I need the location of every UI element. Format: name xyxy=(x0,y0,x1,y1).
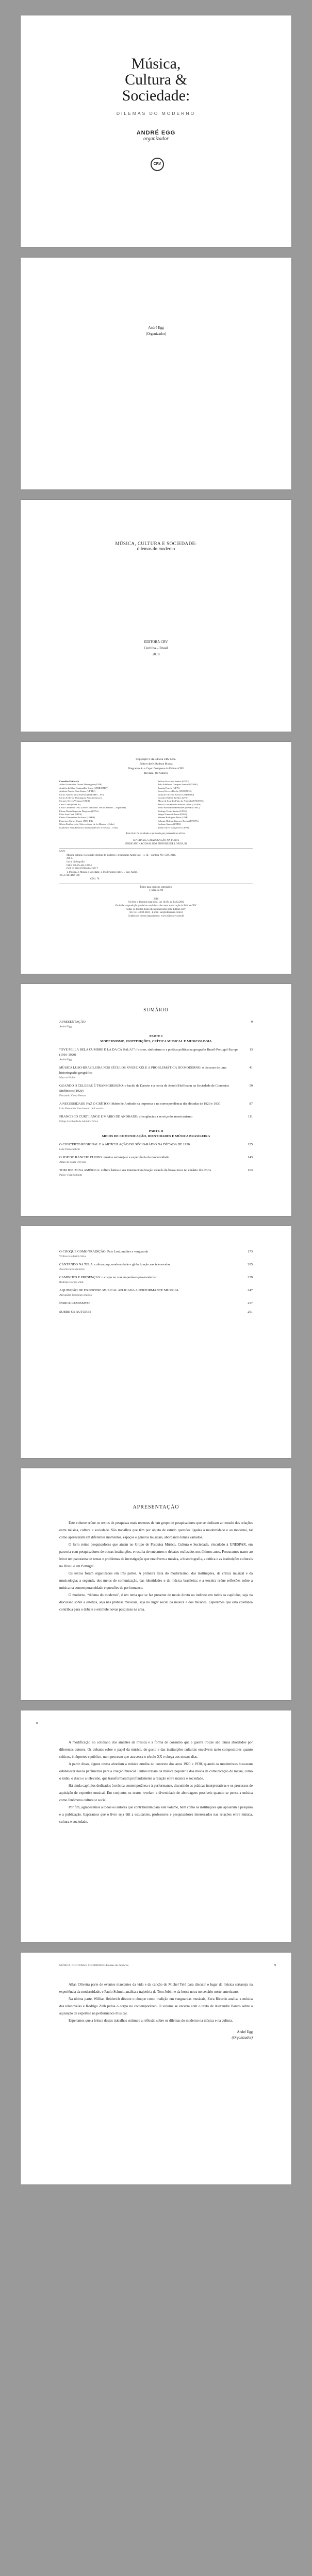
toc-entry[interactable]: O CONCERTO REGIONAL E A ARTICULAÇÃO DO SÓCIO-RÁDIO NA DÉCADA DE 1930 125 Luiz Paulo Sobral xyxy=(59,1143,253,1151)
council-right: Jailson Alves dos Santos (UFRJ) João Adalberto Campato Junior (UNESP) Josania Portela (UFPI) Leonel Severo Rocha (UNISINOS) Lídia de Oliveira Xavier (UNIEURO) Lourdes Helena da Silva (UFV) Maria de Lourdes Pinto de Almeida (UNOESC) Maria Lília Imbiriba Sousa Colares (UFOPA) Paulo Romualdo Hernandes (UNIFAL-MG) Rodrigo Pratte-Santos (UFES) Sérgio Nunes de Jesus (IFRO) Simone Rodrigues Pinto (UNB) Solange Helena Ximenes-Rocha (UFOPA) Sydione Santos (UEPG) Tadeu Oliver Gonçalves (UFPA) xyxy=(158,780,204,829)
paragraph: A modificação no cotidiano dos amantes da música e a forma de consumo que a guerra trouxe são temas abordados por diferentes autores. Os debates sobre o papel da música, do gosto e das instituições culturais envolvem tanto compositores quanto críticos, intérpretes e público, num processo que atravessa o século XX e chega aos nossos dias. xyxy=(59,1740,253,1759)
toc-content-cont xyxy=(59,1249,253,1318)
paragraph: A partir disso, alguns textos abordam a música erudita no contexto dos anos 1920 e 1930, quando os modernistas buscaram estabelecer novos parâmetros para a criação musical. Outros tratam da música popular e dos meios de comunicação de massa, como o rádio, o disco e a televisão, que transformaram profundamente a relação entre música e sociedade. xyxy=(59,1762,253,1781)
cover-page xyxy=(21,15,291,247)
part-1-heading: PARTE I MODERNISMO, INSTITUIÇÕES, CRÍTICA MUSICAL E MUSICOLOGIA xyxy=(100,1035,212,1043)
peer-review-note: Este livro foi avaliado e aprovado por pareceristas ad hoc. xyxy=(126,833,186,836)
toc-entry[interactable]: AQUISIÇÃO DE EXPERTISE MUSICAL APLICADA A PERFORMANCE MUSICAL 247 Alexandre Rodrigues Barros xyxy=(59,1289,253,1297)
paragraph: Na última parte, Willian Heiderich discute o choque como tradição em vanguardas musicais, Zeca Ricardo analisa a música das telenovelas e Rodrigo Zinh pensa o corpo no contemporâneo. O volume se encerra com o texto de Alexandre Barros sobre a aquisição de expertise na performance musical. xyxy=(59,1997,253,2015)
half-title-page xyxy=(21,258,291,489)
toc-entry-index[interactable]: ÍNDICE REMISSIVO 257 xyxy=(59,1301,253,1305)
title-page xyxy=(21,500,291,732)
paragraph: O moderno, “dilema do moderno”, é um tema que se faz presente de modo direto ou indireto em todos os capítulos, seja na discussão sobre a estética, seja nas práticas musicais, seja no lugar social da música e dos músicos. Esperamos que esta coletânea contribua para o debate e estimule novas pesquisas na área. xyxy=(59,1593,253,1612)
toc-entry[interactable]: “OYE PELLA BELA CUMBRE E LA DA CÁ SALA?”: lirismo, sinfonismo e a poética política na geografia Brasil-Portugal-Europa (1916-1920) 13 André Egg xyxy=(59,1048,253,1061)
toc-entry[interactable]: FRANCISCO CURT LANGE E MÁRIO DE ANDRADE: divergências a serviço do americanismo 111 Felipe Garibaldi de Almeida Silva xyxy=(59,1115,253,1123)
toc-heading: SUMÁRIO xyxy=(143,1007,169,1012)
presentation-page xyxy=(21,1468,291,1700)
closing-page xyxy=(21,1953,291,2184)
toc-entry[interactable]: CANTANDO NA TELA: cultura pop, modernidade e globalização nas telenovelas 205 Zeca Ricardo da Silva xyxy=(59,1263,253,1271)
toc-entry-intro[interactable]: APRESENTAÇÃO 9 André Egg xyxy=(59,1020,253,1028)
book-title: MÚSICA, CULTURA E SOCIEDADE: dilemas do moderno xyxy=(115,541,197,551)
paragraph: Este volume reúne os textos de pesquisas mais recentes de um grupo de pesquisadores que se dedicam ao estudo das relações entre música, cultura e sociedade. São trabalhos que têm por objeto de estudo questões ligadas à modernidade e ao moderno, tal como apareceram em diferentes momentos, espaços e gêneros musicais, abordando temas variados. xyxy=(59,1521,253,1539)
running-head: MÚSICA, CULTURA E SOCIEDADE: dilemas do moderno xyxy=(59,1964,129,1967)
crv-logo: CRV xyxy=(151,158,164,171)
toc-entry[interactable]: MÚSICA LUSO-BRASILEIRA NOS SÉCULOS XVIII E XIX E A PROBLEMÁTICA DO MODERNO: o discurso de uma historiografia geográfica 41 Marcos Holler xyxy=(59,1066,253,1079)
publisher-block: EDITORA CRV Curitiba – Brasil 2018 xyxy=(144,640,168,656)
toc-entry[interactable]: TOM JOBIM NA AMÉRICA: cultura latina e sua internacionalização através da bossa nova no cenário dos EUA 163 Paulo Vidal Schmitt xyxy=(59,1168,253,1177)
closing-content xyxy=(59,1981,253,2041)
toc-content xyxy=(59,1007,253,1181)
toc-entry[interactable]: A NECESSIDADE FAZ O CRÍTICO: Mário de Andrade na imprensa e na correspondência das décadas de 1920 e 1930 87 Luiz Fernando Nascimento de Lacerda xyxy=(59,1102,253,1110)
part-2-heading: PARTE II MEIOS DE COMUNICAÇÃO, IDENTIDADES E MÚSICA BRASILEIRA xyxy=(102,1129,210,1138)
presentation-content xyxy=(59,1504,253,1613)
toc-entry[interactable]: O POP DO RANCHO FUNDO: música sertaneja e a experiência da modernidade 143 Allan de Paula Oliveira xyxy=(59,1156,253,1164)
cover-organizer: ANDRÉ EGG organizador xyxy=(136,130,176,142)
paragraph: Há ainda capítulos dedicados à música contemporânea e à performance, discutindo as práticas interpretativas e os processos de aquisição de expertise musical. Em conjunto, os textos revelam a diversidade de abordagens possíveis quando se pensa a música como fenômeno cultural e social. xyxy=(59,1784,253,1802)
copyright-page xyxy=(21,742,291,974)
copyright-top: Copyright © da Editora CRV Ltda. Editor-chefe: Railson Moura Diagramação e Capa: Designers da Editora CRV Revisão: Os Autores xyxy=(128,758,184,775)
editorial-council xyxy=(59,780,253,829)
paragraph: Os textos foram organizados em três partes. A primeira trata do modernismo, das instituições, da crítica musical e da musicologia; a segunda, dos meios de comunicação, das identidades e da música brasileira; e a terceira reúne reflexões sobre a música na contemporaneidade e questões de performance. xyxy=(59,1571,253,1590)
paragraph: Por fim, agradecemos a todos os autores que contribuíram para este volume, bem como às instituições que apoiaram a pesquisa e a publicação. Esperamos que o livro seja útil a estudantes, professores e pesquisadores interessados nas relações entre música, cultura e sociedade. xyxy=(59,1805,253,1824)
presentation-heading: APRESENTAÇÃO xyxy=(133,1504,179,1510)
body-page xyxy=(21,1710,291,1942)
toc-page-2 xyxy=(21,1226,291,1458)
toc-entry[interactable]: O CHOQUE COMO TRADIÇÃO: Pais Lost, mulher e vanguarda 173 Willian Heiderich Silva xyxy=(59,1250,253,1258)
half-title-organizer: André Egg (Organizador) xyxy=(145,326,167,336)
toc-page-1 xyxy=(21,984,291,1216)
signature: André Egg (Organizador) xyxy=(232,2030,253,2040)
cip-block: CIP-BRASIL. CATALOGAÇÃO-NA-FONTE SINDICATO NACIONAL DOS EDITORES DE LIVROS, RJ M975 Música, cultura e sociedade: dilemas do moderno / organização André Egg. - 1. ed. - Curitiba-PR : CRV, 2018. 266 p. Inclui bibliografia ISBN 978-85-444-2327-7 DOI 10.24824/978854442327.7 1. Música. 2. Música e sociedade. 3. Modernismo (Arte). I. Egg, André. 18-51744 CDD: 780 CDU: 78 Índice para catálogo sistemático 1. Música 780 xyxy=(59,839,253,893)
council-left: Conselho Editorial: Aldira Guimarães Duarte Domínguez (UNB) Andréia da Silva Quintanilha Sousa (UNIR/UFRN) Antônio Pereira Gaio Júnior (UFRRJ) Carlos Alberto Vilar Estêvão (UMINHO – PT) Carlos Federico Dominguez Avila (Unieuro) Carmen Tereza Velanga (UNIR) Celso Conti (UFSCar) Cesar Gerónimo Tello (Univer. Nacional Três de Febrero – Argentina) Elione Maria Nogueira Diogenes (UFAL) Élsio José Corá (UFFS) Elizeu Clementino de Souza (UNEB) Francisco Carlos Duarte (PUC-PR) Gloria Fariñas León (Universidade de La Havana – Cuba) Guillermo Arias Beatón (Universidade de La Havana – Cuba) xyxy=(59,780,126,829)
toc-entry-authors[interactable]: SOBRE OS AUTORES 261 xyxy=(59,1310,253,1314)
cip-record: M975 Música, cultura e sociedade: dilemas do moderno / organização André Egg. - 1. ed. - Curitiba-PR : CRV, 2018. 266 p. Inclui bibliografia ISBN 978-85-444-2327-7 DOI 10.24824/978854442327.7 1. Música. 2. Música e sociedade. 3. Modernismo (Arte). I. Egg, André. 18-51744 CDD: 780 CDU: 78 xyxy=(59,848,253,884)
body-content xyxy=(59,1739,253,1825)
cover-title: Música, Cultura & Sociedade: xyxy=(122,55,190,104)
page-number: 9 xyxy=(274,1964,276,1967)
paragraph: Esperamos que a leitura destes trabalhos estimule a reflexão sobre os dilemas do moderno na música e na cultura. xyxy=(69,2019,233,2023)
cover-subtitle: DILEMAS DO MODERNO xyxy=(116,111,196,116)
copyright-block xyxy=(59,757,253,918)
toc-entry[interactable]: QUANDO O CELEBRE É TRANSGRESSÃO: o bacilo de Darwin e a teoria de Arnold Hoffmann na Sociedade de Concertos Sinfónicos (1920) 59 Fernando Vieira Pessoa xyxy=(59,1084,253,1097)
paragraph: O livro reúne pesquisadores que atuam no Grupo de Pesquisa Música, Cultura e Sociedade, vinculado à UNESPAR, em parceria com pesquisadores de outras instituições, e resulta de encontros e debates realizados nos últimos anos. Procuramos trazer ao leitor um panorama de temas e problemas de investigação que envolvem a música, a historiografia, a crítica e as instituições culturais no Brasil e em Portugal. xyxy=(59,1543,253,1568)
paragraph: Allan Oliveira parte de eventos marcantes da vida e da canção de Michel Teló para discutir o lugar da música sertaneja na experiência da modernidade, e Paulo Schmitt analisa a trajetória de Tom Jobim e da bossa nova no cenário norte-americano. xyxy=(59,1982,253,1994)
legal-footer: 2018 Foi feito o depósito legal conf. Lei 10.994 de 14/12/2004 Proibida a reprodução parcial ou total desta obra sem autorização da Editora CRV Todos os direitos desta edição reservados pela: Editora CRV Tel.: (41) 3039-6418 - E-mail: sac@editoracrv.com.br Conheça os nossos lançamentos: www.editoracrv.com.br xyxy=(115,897,197,918)
page-number: 8 xyxy=(36,1722,38,1725)
toc-entry[interactable]: CAMINHOS E PRESENÇAS: o corpo no contemporâneo pós-moderno 229 Rodrigo Borges Zinh xyxy=(59,1276,253,1284)
